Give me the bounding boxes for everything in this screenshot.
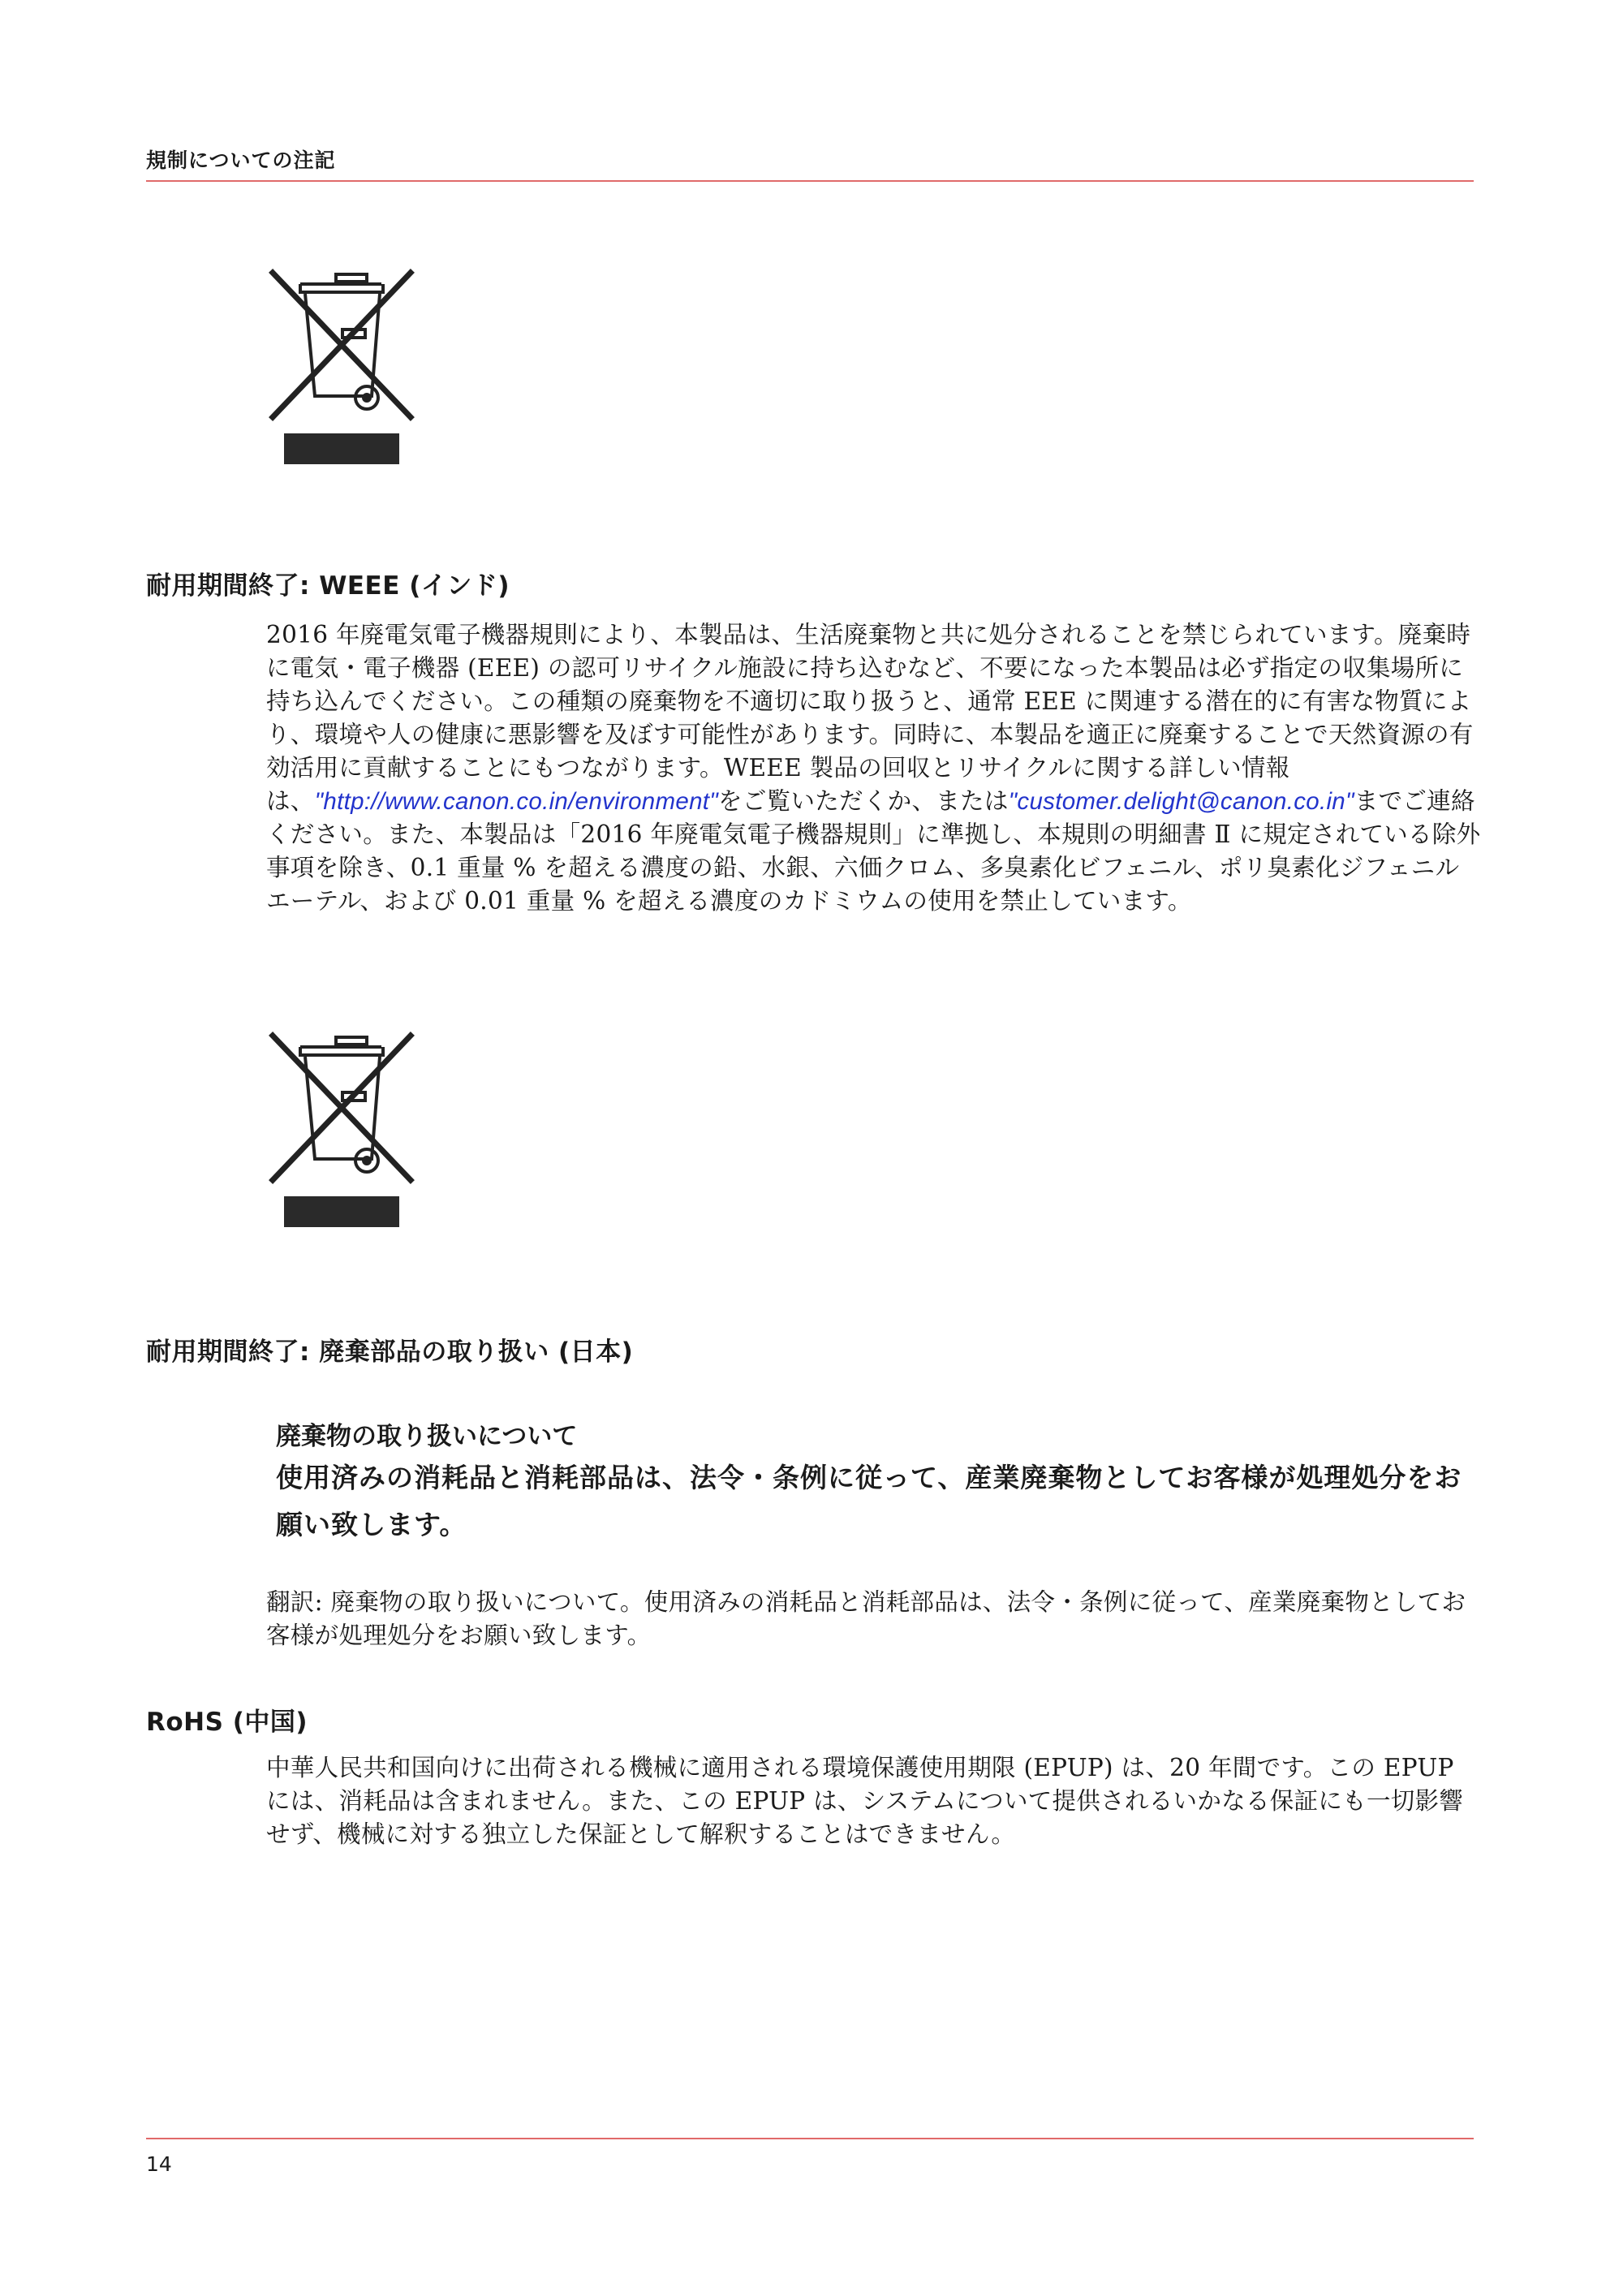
section-heading-rohs-china: RoHS (中国) [146, 1708, 308, 1737]
header-rule [146, 180, 1474, 182]
section-heading-weee-japan: 耐用期間終了: 廃棄部品の取り扱い (日本) [146, 1338, 634, 1367]
weee-india-paragraph [266, 618, 1483, 918]
japanese-disposal-notice [276, 1419, 1477, 1549]
weee-india-text-2: をご覧いただくか、または [718, 787, 1009, 815]
canon-environment-link[interactable]: "http://www.canon.co.in/environment" [314, 788, 719, 815]
translation-paragraph: 翻訳: 廃棄物の取り扱いについて。使用済みの消耗品と消耗部品は、法令・条例に従って、産業廃棄物としてお客様が処理処分をお願い致します。 [266, 1588, 1466, 1649]
rohs-china-paragraph: 中華人民共和国向けに出荷される機械に適用される環境保護使用期限 (EPUP) は、20 年間です。この EPUP には、消耗品は含まれません。また、この EPUP は、システムについて提供されるいかなる保証にも一切影響せず、機械に対する独立した保証として解釈することはできません。 [266, 1754, 1464, 1848]
footer-rule [146, 2138, 1474, 2139]
weee-india-text-1: 2016 年廃電気電子機器規則により、本製品は、生活廃棄物と共に処分されることを禁じられています。廃棄時に電気・電子機器 (EEE) の認可リサイクル施設に持ち込むなど、不要になった本製品は必ず指定の収集場所に持ち込んでください。この種類の廃棄物を不適切に取り扱うと、通常 EEE に関連する潜在的に有害な物質により、環境や人の健康に悪影響を及ぼす可能性があります。同時に、本製品を適正に廃棄することで天然資源の有効活用に貢献することにもつながります。WEEE 製品の回収とリサイクルに関する詳しい情報は、 [266, 621, 1474, 815]
page-number: 14 [146, 2152, 172, 2176]
section-heading-weee-india: 耐用期間終了: WEEE (インド) [146, 571, 510, 601]
weee-bin-icon [268, 1029, 415, 1227]
notice-title: 廃棄物の取り扱いについて [276, 1422, 578, 1451]
weee-bin-icon [268, 266, 415, 464]
notice-body: 使用済みの消耗品と消耗部品は、法令・条例に従って、産業廃棄物としてお客様が処理処分をお願い致します。 [276, 1462, 1462, 1540]
customer-delight-email-link[interactable]: "customer.delight@canon.co.in" [1008, 788, 1354, 815]
running-header: 規制についての注記 [146, 149, 336, 172]
weee-india-text-3: までご連絡ください。また、本製品は「2016 年廃電気電子機器規則」に準拠し、本規則の明細書 Ⅱ に規定されている除外事項を除き、0.1 重量 % を超える濃度の鉛、水銀、六価クロム、多臭素化ビフェニル、ポリ臭素化ジフェニルエーテル、および 0.01 重量 % を超える濃度のカドミウムの使用を禁止しています。 [266, 787, 1481, 915]
